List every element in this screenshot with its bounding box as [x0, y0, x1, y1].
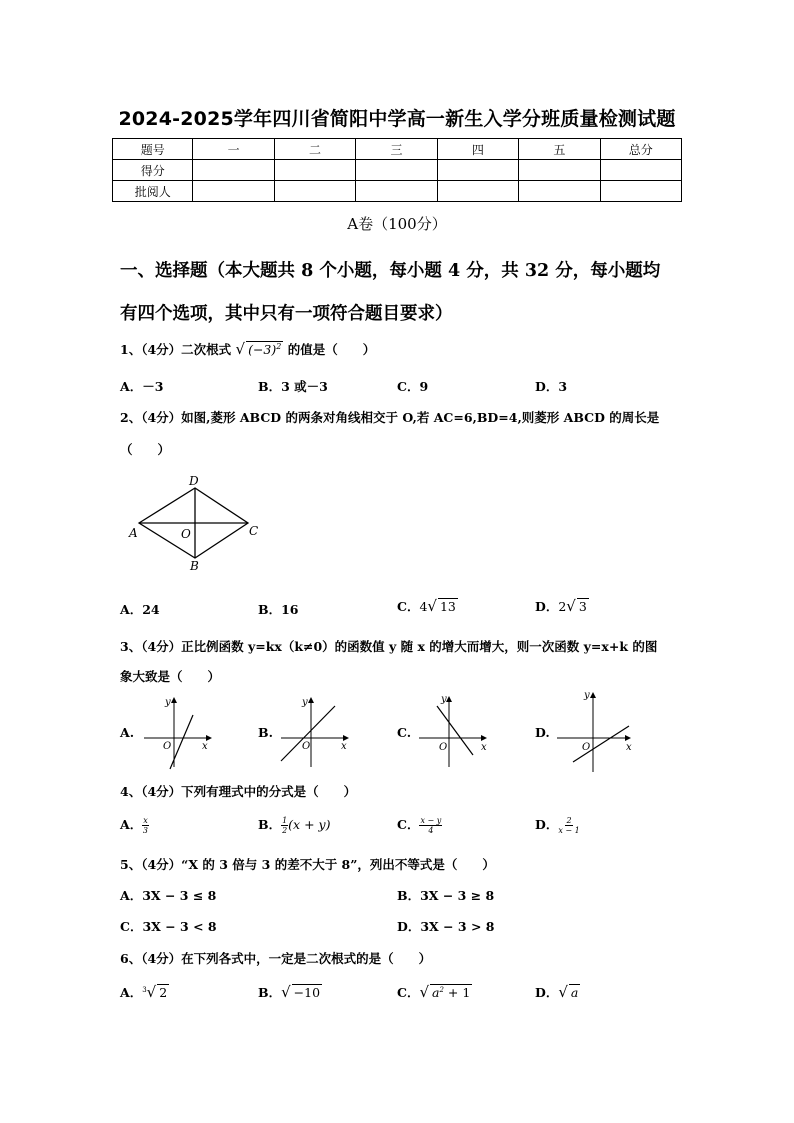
score-table-row	[113, 181, 682, 202]
y-axis-arrow-icon	[590, 692, 596, 698]
q1-suffix: 的值是（ ）	[287, 342, 376, 357]
score-cell	[193, 160, 274, 181]
section1-heading	[120, 250, 690, 336]
label-c: C	[249, 524, 259, 538]
score-cell	[193, 181, 274, 202]
label-b: B	[190, 559, 199, 573]
q2-option-b[interactable]: B．16	[258, 602, 299, 617]
q5-option-d[interactable]: D．3X − 3 > 8	[397, 919, 495, 934]
score-cell	[519, 160, 600, 181]
q4-option-d[interactable]: D． $\frac{2}{x - 1}$	[535, 816, 580, 835]
q5-option-b[interactable]: B．3X − 3 ≥ 8	[397, 888, 495, 903]
question-1	[120, 340, 375, 358]
q1-prefix: 1、（4分）二次根式	[120, 342, 232, 357]
exam-title: 2024-2025学年四川省简阳中学高一新生入学分班质量检测试题	[118, 108, 676, 130]
q3-graph-b[interactable]	[277, 693, 357, 773]
score-table-row	[113, 160, 682, 181]
q1-radicand: $(-3)^2$	[248, 341, 282, 357]
y-axis-arrow-icon	[308, 697, 314, 703]
q2-line2: （ ）	[120, 442, 171, 457]
graph-line	[281, 706, 335, 761]
q6-option-a[interactable]: A．$^3$√ 2	[120, 983, 168, 1001]
score-header-cell: 三	[356, 139, 437, 160]
score-row-label: 批阅人	[113, 181, 193, 202]
q4-stem: 4、（4分）下列有理式中的分式是（ ）	[120, 784, 357, 799]
q5-option-a[interactable]: A．3X − 3 ≤ 8	[120, 888, 217, 903]
q1-option-c[interactable]: C．9	[397, 379, 429, 394]
graph-line	[170, 715, 193, 769]
q5-stem: 5、（4分）“X 的 3 倍与 3 的差不大于 8”，列出不等式是（ ）	[120, 857, 495, 872]
q3-option-a[interactable]: A.	[120, 725, 135, 740]
q3-graph-d[interactable]	[553, 688, 638, 776]
q3-option-b[interactable]: B.	[258, 725, 273, 740]
q2-option-d[interactable]: D．2√ 3	[535, 597, 587, 615]
score-cell	[437, 181, 518, 202]
score-table-header-row	[113, 139, 682, 160]
q1-option-b[interactable]: B．3 或－3	[258, 379, 328, 394]
y-axis-arrow-icon	[171, 697, 177, 703]
score-cell	[356, 181, 437, 202]
score-table	[112, 138, 682, 202]
q3-line2: 象大致是（ ）	[120, 669, 221, 684]
svg-text:O: O	[582, 742, 591, 753]
q1-option-a[interactable]: A．－3	[120, 379, 164, 394]
score-cell	[600, 160, 681, 181]
score-row-label: 得分	[113, 160, 193, 181]
section1-line2: 有四个选项，其中只有一项符合题目要求）	[120, 304, 453, 324]
score-cell	[274, 181, 355, 202]
q6-option-d[interactable]: D．√ a	[535, 983, 579, 1001]
svg-text:x: x	[341, 741, 347, 752]
svg-text:y: y	[441, 694, 447, 705]
x-axis-arrow-icon	[625, 735, 631, 741]
q4-option-a[interactable]: A． $\frac{x}{3}$	[120, 816, 148, 835]
q3-graph-a[interactable]	[140, 693, 220, 773]
score-header-cell: 一	[193, 139, 274, 160]
q2-line1: 2、（4分）如图,菱形 ABCD 的两条对角线相交于 O,若 AC=6,BD=4,则菱形 ABCD 的周长是	[120, 410, 660, 425]
score-header-cell: 四	[437, 139, 518, 160]
x-axis-arrow-icon	[481, 735, 487, 741]
label-o: O	[181, 527, 191, 541]
q3-graph-c[interactable]	[415, 690, 495, 770]
score-header-cell: 五	[519, 139, 600, 160]
q2-option-c[interactable]: C．4√ 13	[397, 597, 456, 615]
score-header-cell: 总分	[600, 139, 681, 160]
score-cell	[356, 160, 437, 181]
q3-option-c[interactable]: C.	[397, 725, 412, 740]
svg-text:O: O	[302, 741, 311, 752]
svg-text:y: y	[584, 690, 590, 701]
rhombus-diagram	[125, 470, 265, 578]
q6-option-b[interactable]: B．√ −10	[258, 983, 321, 1001]
svg-text:y: y	[302, 697, 308, 708]
q4-option-c[interactable]: C． $\frac{x - y}{4}$	[397, 816, 442, 835]
score-cell	[600, 181, 681, 202]
q6-stem: 6、（4分）在下列各式中，一定是二次根式的是（ ）	[120, 951, 432, 966]
label-d: D	[189, 474, 199, 488]
sqrt-icon: √	[235, 340, 246, 358]
svg-text:O: O	[163, 741, 172, 752]
score-cell	[437, 160, 518, 181]
q3-line1: 3、（4分）正比例函数 y=kx（k≠0）的函数值 y 随 x 的增大而增大，则一次函数 y=x+k 的图	[120, 639, 658, 654]
q2-option-a[interactable]: A．24	[120, 602, 160, 617]
label-a: A	[129, 526, 138, 540]
y-axis-arrow-icon	[446, 696, 452, 702]
q5-option-c[interactable]: C．3X − 3 < 8	[120, 919, 217, 934]
q6-option-c[interactable]: C．√ $a^2 + 1$	[397, 983, 471, 1001]
q1-option-d[interactable]: D．3	[535, 379, 568, 394]
score-cell	[519, 181, 600, 202]
q3-option-d[interactable]: D.	[535, 725, 550, 740]
score-cell	[274, 160, 355, 181]
section1-line1: 一、选择题（本大题共 8 个小题，每小题 4 分，共 32 分，每小题均	[120, 261, 661, 281]
svg-text:O: O	[439, 742, 448, 753]
svg-text:x: x	[481, 742, 487, 753]
score-header-cell: 题号	[113, 139, 193, 160]
score-header-cell: 二	[274, 139, 355, 160]
svg-text:x: x	[202, 741, 208, 752]
q4-option-b[interactable]: B． $\frac{1}{2}$ (x + y)	[258, 816, 331, 835]
section-a-heading: A卷（100分）	[347, 215, 447, 233]
svg-text:y: y	[165, 697, 171, 708]
svg-text:x: x	[626, 742, 632, 753]
